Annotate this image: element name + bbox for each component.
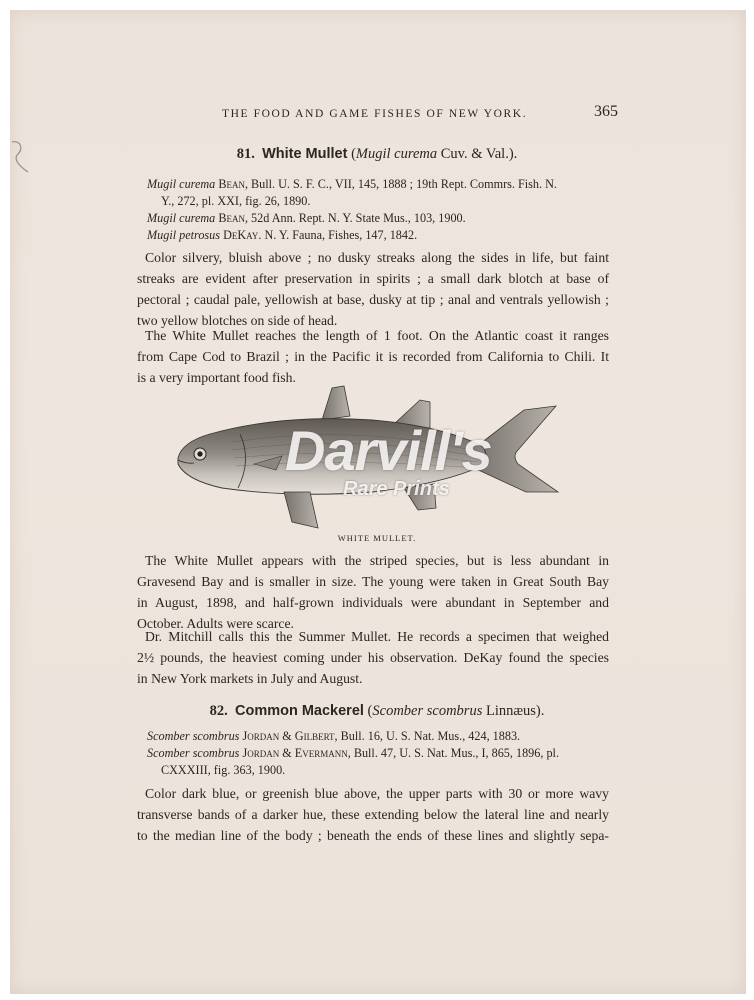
- section-number: 81.: [236, 146, 255, 162]
- synonym-citation: , Bull. U. S. F. C., VII, 145, 1888 ; 19th Rept. Commrs. Fish. N.: [244, 177, 557, 191]
- text-line: in August, 1898, and half-grown individuals were abundant in September and: [137, 594, 609, 610]
- section-number: 82.: [209, 703, 228, 719]
- synonym-author: Bean: [218, 211, 245, 225]
- synonym-name: Mugil petrosus: [147, 228, 221, 242]
- text-line: 2½ pounds, the heaviest coming under his observation. DeKay found the species: [137, 649, 609, 665]
- figure-caption: WHITE MULLET.: [337, 533, 417, 543]
- text-line: to the median line of the body ; beneath the ends of these lines and slightly sepa-: [137, 827, 609, 843]
- scientific-name: Mugil curema: [355, 146, 438, 162]
- authority: Linnæus).: [485, 703, 545, 719]
- synonym-continuation: CXXXIII, fig. 363, 1900.: [161, 763, 286, 777]
- synonym-continuation: Y., 272, pl. XXI, fig. 26, 1890.: [161, 194, 311, 208]
- watermark-main: Darvill's: [285, 419, 492, 482]
- section-81-title: 81. White Mullet (Mugil curema Cuv. & Val.).: [236, 146, 518, 162]
- synonym-name: Scomber scombrus: [147, 746, 240, 760]
- synonym-author: Jordan & Evermann: [242, 746, 348, 760]
- occurrence-paragraph: [137, 551, 609, 635]
- common-name: White Mullet: [262, 146, 348, 162]
- synonym-author: Jordan & Gilbert: [242, 729, 335, 743]
- synonym-name: Mugil curema: [147, 211, 216, 225]
- synonym-citation: , Bull. 16, U. S. Nat. Mus., 424, 1883.: [334, 729, 521, 743]
- section-82-title: 82. Common Mackerel (Scomber scombrus Linnæus).: [209, 703, 545, 719]
- mitchill-paragraph: [137, 627, 609, 690]
- synonym-author: DeKay: [223, 228, 259, 242]
- watermark-sub: Rare Prints: [343, 478, 450, 500]
- text-line: transverse bands of a darker hue, these extending below the lateral line and nearly: [137, 806, 609, 822]
- range-paragraph: [137, 326, 609, 389]
- synonym-entry: [147, 227, 417, 244]
- common-name: Common Mackerel: [234, 703, 364, 719]
- synonym-name: Scomber scombrus: [147, 729, 240, 743]
- page-number: 365: [594, 103, 618, 120]
- text-line: The White Mullet reaches the length of 1 foot. On the Atlantic coast it ranges: [145, 328, 609, 343]
- description-paragraph: [137, 248, 609, 332]
- text-line: pectoral ; caudal pale, yellowish at base, dusky at tip ; anal and ventrals yellowish ;: [137, 291, 609, 307]
- text-line: The White Mullet appears with the striped species, but is less abundant in: [145, 553, 609, 568]
- mackerel-description-paragraph: [137, 784, 609, 847]
- text-line: is a very important food fish.: [137, 369, 296, 385]
- synonym-citation: , 52d Ann. Rept. N. Y. State Mus., 103, 1900.: [244, 211, 466, 225]
- authority: Cuv. & Val.).: [440, 146, 518, 162]
- synonym-entry: [147, 176, 557, 193]
- text-line: two yellow blotches on side of head.: [137, 312, 338, 328]
- text-line: in New York markets in July and August.: [137, 670, 363, 686]
- text-line: Color dark blue, or greenish blue above, the upper parts with 30 or more wavy: [145, 786, 609, 801]
- synonym-entry: [147, 745, 559, 762]
- synonym-entry: [147, 210, 466, 227]
- synonym-citation: , Bull. 47, U. S. Nat. Mus., I, 865, 1896, pl.: [347, 746, 559, 760]
- text-line: Dr. Mitchill calls this the Summer Mullet. He records a specimen that weighed: [145, 629, 609, 644]
- text-line: October. Adults were scarce.: [137, 615, 294, 631]
- scientific-name: Scomber scombrus: [372, 703, 483, 719]
- running-head: THE FOOD AND GAME FISHES OF NEW YORK.: [222, 108, 528, 120]
- text-line: streaks are evident after preservation in spirits ; a small dark blotch at base of: [137, 270, 609, 286]
- synonym-citation: . N. Y. Fauna, Fishes, 147, 1842.: [258, 228, 418, 242]
- synonym-name: Mugil curema: [147, 177, 216, 191]
- text-line: Color silvery, bluish above ; no dusky streaks along the sides in life, but faint: [145, 250, 609, 265]
- synonym-entry: [147, 728, 520, 745]
- synonym-author: Bean: [218, 177, 245, 191]
- text-line: from Cape Cod to Brazil ; in the Pacific it is recorded from California to Chili. It: [137, 348, 609, 364]
- text-line: Gravesend Bay and is smaller in size. The young were taken in Great South Bay: [137, 573, 609, 589]
